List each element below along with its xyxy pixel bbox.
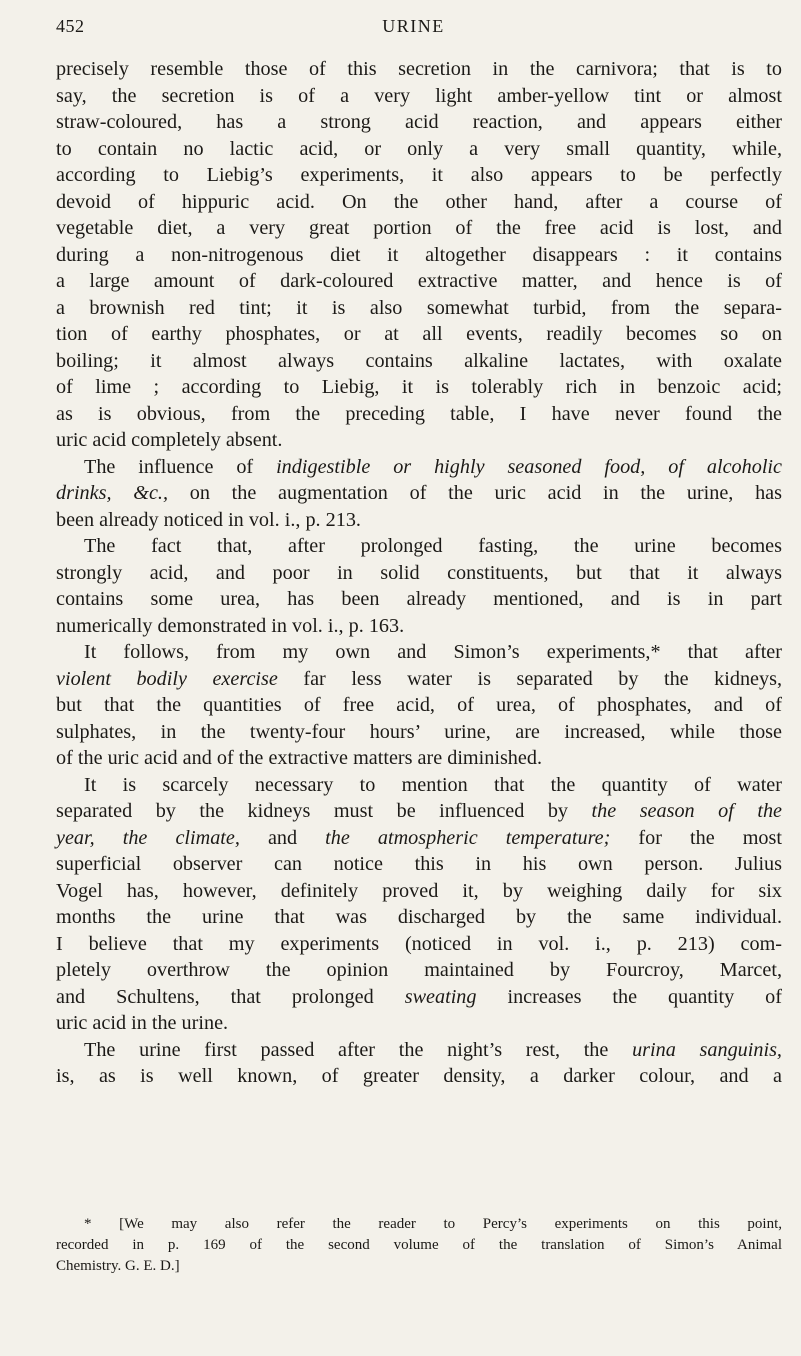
text-run: to contain no lactic acid, or only a very small quantity, while, — [56, 137, 782, 160]
italic-text: the season of the — [591, 800, 782, 822]
italic-text: the atmospheric temperature; — [325, 826, 611, 849]
text-line — [56, 321, 782, 348]
italic-text: urina sanguinis, — [632, 1038, 782, 1061]
text-line — [56, 56, 782, 83]
text-run: contains some urea, has been already mentioned, and is in part — [56, 588, 782, 610]
text-run: The influence of — [84, 455, 277, 478]
text-line — [56, 984, 782, 1011]
text-line — [56, 560, 782, 587]
text-line — [56, 268, 782, 295]
text-line — [56, 825, 782, 852]
italic-text: sweating — [404, 985, 477, 1008]
text-line — [56, 878, 782, 905]
page-number: 452 — [56, 16, 85, 36]
text-run: numerically demonstrated in vol. i., p. 163. — [56, 614, 405, 637]
running-head: URINE — [382, 16, 445, 36]
italic-text: violent bodily exercise — [56, 667, 278, 690]
italic-text: indigestible or highly seasoned food, of alcoholic — [276, 455, 782, 478]
text-line — [56, 904, 782, 931]
text-run: straw-coloured, has a strong acid reaction, and appears either — [56, 111, 782, 133]
text-line — [56, 401, 782, 428]
text-line — [56, 374, 782, 401]
italic-text: drinks, &c., — [56, 482, 168, 504]
text-line — [56, 242, 782, 269]
text-run: but that the quantities of free acid, of urea, of phosphates, and of — [56, 694, 782, 716]
text-run: say, the secretion is of a very light amber-yellow tint or almost — [56, 84, 782, 107]
text-run: devoid of hippuric acid. On the other hand, after a course of — [56, 190, 782, 213]
text-line — [56, 427, 782, 454]
text-line — [56, 851, 782, 878]
text-line — [56, 798, 782, 825]
text-line — [56, 745, 782, 772]
text-line — [56, 454, 782, 481]
text-line — [56, 666, 782, 693]
text-line — [56, 1010, 782, 1037]
footnote-line: * [We may also refer the reader to Percy’s experiments on this point, — [84, 1216, 782, 1232]
text-line — [56, 772, 782, 799]
text-run: far less water is separated by the kidneys, — [277, 667, 783, 690]
italic-text: year, the climate, — [56, 826, 240, 849]
text-run: pletely overthrow the opinion maintained by Fourcroy, Marcet, — [56, 959, 782, 981]
text-run: increases the quantity of — [476, 985, 783, 1008]
text-line — [56, 136, 782, 163]
text-run: and — [239, 826, 326, 849]
text-run: sulphates, in the twenty-four hours’ urine, are increased, while those — [56, 720, 782, 743]
text-run: superficial observer can notice this in his own person. Julius — [56, 853, 782, 875]
text-line — [56, 189, 782, 216]
text-line — [56, 295, 782, 322]
page-header — [56, 16, 771, 46]
text-run: of the uric acid and of the extractive matters are diminished. — [56, 747, 542, 769]
text-line — [56, 586, 782, 613]
text-run: according to Liebig’s experiments, it also appears to be perfectly — [56, 164, 782, 186]
text-run: as is obvious, from the preceding table, I have never found the — [56, 402, 782, 425]
text-line — [56, 507, 782, 534]
text-line — [56, 480, 782, 507]
text-line — [56, 1063, 782, 1090]
text-run: a large amount of dark-coloured extractive matter, and hence is of — [56, 270, 782, 292]
text-run: tion of earthy phosphates, or at all events, readily becomes so on — [56, 323, 782, 345]
text-line — [56, 692, 782, 719]
text-run: Vogel has, however, definitely proved it, by weighing daily for six — [56, 879, 782, 902]
text-run: vegetable diet, a very great portion of the free acid is lost, and — [56, 217, 782, 239]
text-run: on the augmentation of the uric acid in the urine, has — [168, 482, 782, 504]
text-line — [56, 348, 782, 375]
text-run: separated by the kidneys must be influenced by — [56, 800, 592, 822]
text-run: It is scarcely necessary to mention that the quantity of water — [84, 773, 782, 796]
text-line — [56, 931, 782, 958]
footnote — [56, 1214, 782, 1277]
text-line — [56, 719, 782, 746]
text-run: strongly acid, and poor in solid constituents, but that it always — [56, 561, 782, 584]
text-run: boiling; it almost always contains alkaline lactates, with oxalate — [56, 349, 782, 372]
text-run: I believe that my experiments (noticed in vol. i., p. 213) com- — [56, 932, 782, 955]
text-run: a brownish red tint; it is also somewhat turbid, from the separa- — [56, 296, 782, 319]
text-line — [56, 957, 782, 984]
footnote-line: Chemistry. G. E. D.] — [56, 1258, 180, 1274]
text-run: The urine first passed after the night’s rest, the — [84, 1038, 633, 1061]
text-line — [56, 83, 782, 110]
text-run: been already noticed in vol. i., p. 213. — [56, 508, 361, 531]
text-line — [56, 533, 782, 560]
text-run: The fact that, after prolonged fasting, the urine becomes — [84, 535, 782, 557]
text-run: months the urine that was discharged by the same individual. — [56, 906, 782, 928]
text-line — [56, 109, 782, 136]
text-run: precisely resemble those of this secretion in the carnivora; that is to — [56, 58, 782, 80]
text-run: for the most — [610, 826, 782, 849]
text-line — [56, 162, 782, 189]
text-run: uric acid completely absent. — [56, 429, 283, 451]
body-text — [56, 56, 782, 1090]
text-line — [56, 1037, 782, 1064]
text-run: It follows, from my own and Simon’s experiments,* that after — [84, 641, 782, 663]
text-run: during a non-nitrogenous diet it altogether disappears : it contains — [56, 243, 782, 266]
text-line — [56, 215, 782, 242]
text-line — [56, 613, 782, 640]
text-run: is, as is well known, of greater density, a darker colour, and a — [56, 1065, 782, 1087]
text-run: uric acid in the urine. — [56, 1012, 229, 1034]
footnote-line: recorded in p. 169 of the second volume of the translation of Simon’s Animal — [56, 1237, 782, 1253]
text-line — [56, 639, 782, 666]
text-run: and Schultens, that prolonged — [56, 985, 405, 1008]
text-run: of lime ; according to Liebig, it is tolerably rich in benzoic acid; — [56, 376, 782, 398]
